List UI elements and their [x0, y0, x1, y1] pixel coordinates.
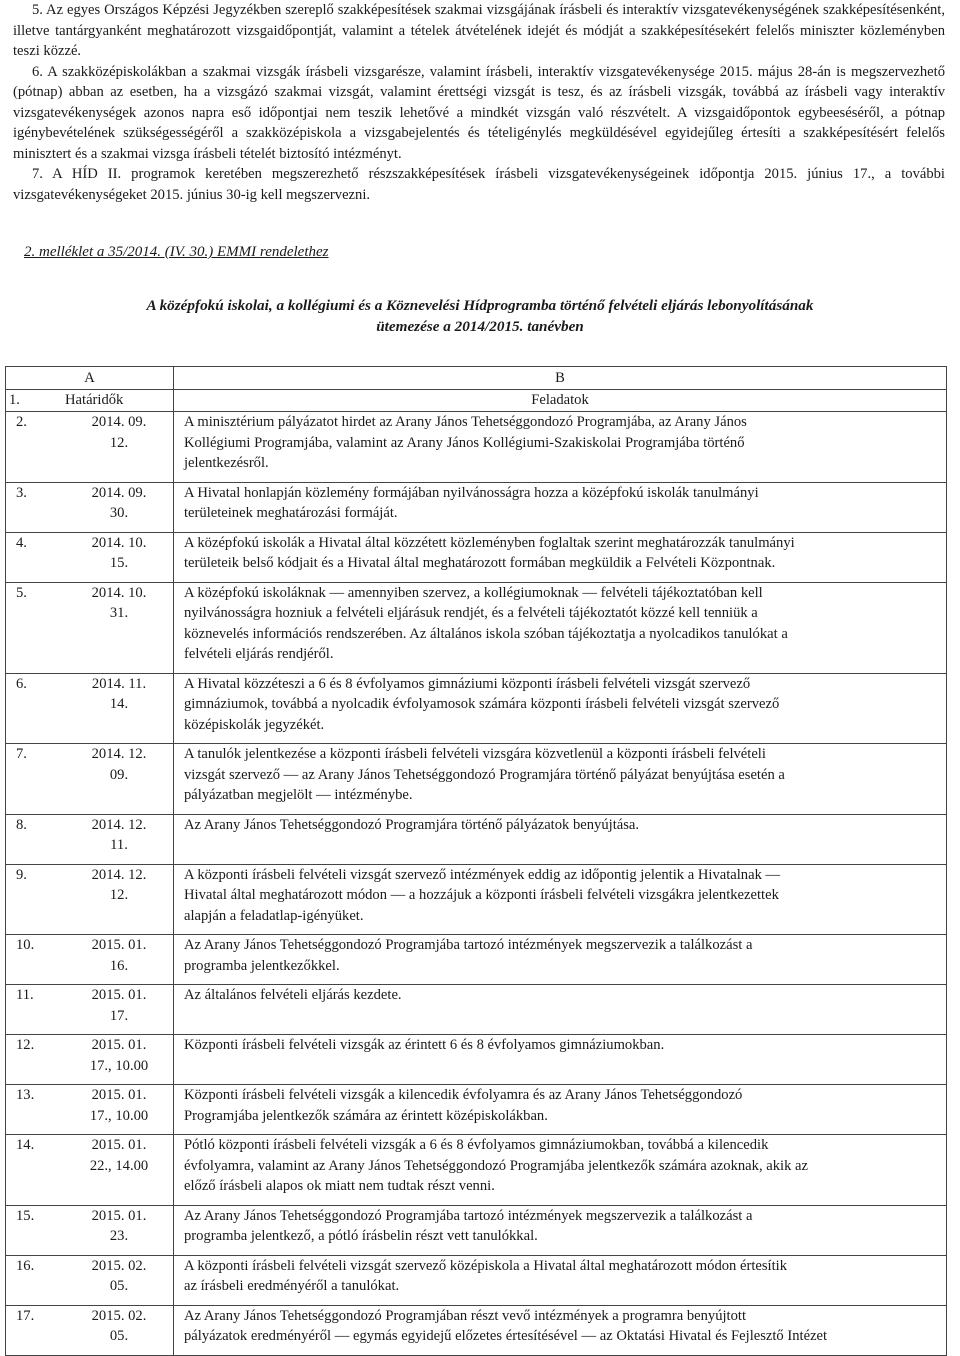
row-number: 11.	[16, 987, 34, 1003]
intro-section	[13, 0, 945, 205]
task-cell	[174, 482, 947, 532]
deadline-date: 2015. 02.	[91, 1307, 147, 1324]
table-row	[6, 412, 947, 483]
row-number: 14.	[16, 1137, 35, 1153]
paragraph-7: 7. A HÍD II. programok keretében megszerezhető részszakképesítések írásbeli vizsgatevékenységeinek időpontja 2015. június 17., a további vizsgatevékenységeket 2015. június 30-ig kell megszervezni.	[13, 166, 945, 203]
deadline-date: 2015. 01.	[91, 1207, 147, 1224]
row-number: 17.	[16, 1307, 35, 1324]
row-number: 3.	[16, 484, 27, 501]
deadline-date-cont: 23.	[109, 1228, 129, 1244]
row-number: 5.	[16, 584, 27, 601]
task-cell	[174, 1085, 947, 1135]
task-text-line: A minisztérium pályázatot hirdet az Arany János Tehetséggondozó Programjába, az Arany János	[184, 414, 747, 430]
deadline-date-cont: 30.	[109, 505, 129, 521]
header-tasks: Feladatok	[174, 390, 947, 412]
task-text-line: A középfokú iskoláknak — amennyiben szervez, a kollégiumoknak — felvételi tájékoztatóban kell	[184, 584, 763, 601]
task-text-line: pályázatban megjelölt — intézménybe.	[184, 787, 413, 803]
deadline-date-cont: 14.	[109, 696, 129, 712]
task-text-line: köznevelés információs rendszerében. Az általános iskola szóban tájékoztatja a nyolcadikos tanulókat a	[184, 625, 788, 642]
paragraph-6: 6. A szakközépiskolákban a szakmai vizsgák írásbeli vizsgarésze, valamint írásbeli, interaktív vizsgatevékenysége 2015. május 28-án is megszervezhető (pótnap) abban az esetben, ha a vizsgázó szakmai vizsgát, valamint érettségi vizsgát is tesz, és az írásbeli vizsgák, továbbá az írásbeli vagy interaktív vizsgatevékenységek azonos napra eső időpontjai nem teszik lehetővé a mindkét vizsgán való részvételt. A vizsgaidőpontok egybeeséséről, a pótnap igénybevételének szükségességéről a szakközépiskola a vizsgabejelentés és tételigénylés megküldésével egyidejűleg értesíti a szakképesítésért felelős minisztert és a szakmai vizsga írásbeli tételét biztosító intézményt.	[13, 63, 945, 162]
deadline-cell	[6, 1085, 174, 1135]
deadline-cell	[6, 1305, 174, 1355]
deadline-date-cont: 17., 10.00	[89, 1057, 149, 1074]
deadline-date-cont: 31.	[109, 605, 129, 621]
task-text-line: Az Arany János Tehetséggondozó Programjába tartozó intézmények megszervezik a találkozást a	[184, 1207, 753, 1224]
table-header-row	[6, 390, 947, 412]
task-text-line: Programjába jelentkezők számára az érintett középiskolákban.	[184, 1107, 548, 1124]
deadline-cell	[6, 744, 174, 815]
deadline-cell	[6, 482, 174, 532]
task-text-line: jelentkezésről.	[184, 455, 269, 471]
deadline-cell	[6, 532, 174, 582]
table-row	[6, 814, 947, 864]
deadline-cell	[6, 412, 174, 483]
task-text-line: Az Arany János Tehetséggondozó Programjába tartozó intézmények megszervezik a találkozást a	[184, 937, 753, 953]
document-title	[20, 295, 940, 337]
task-text-line: pályázatok eredményéről — egymás egyidejű előzetes értesítésével — az Oktatási Hivatal és Fejlesztő Intézet	[184, 1328, 828, 1344]
task-text-line: előző írásbeli alapos ok miatt nem tudtak részt venni.	[184, 1178, 495, 1194]
table-column-letters-row	[6, 367, 947, 390]
table-row	[6, 744, 947, 815]
table-row	[6, 864, 947, 935]
deadline-date-cont: 17.	[109, 1007, 129, 1024]
deadline-date: 2014. 09.	[91, 484, 147, 501]
deadline-cell	[6, 1255, 174, 1305]
task-cell	[174, 1305, 947, 1355]
deadline-date-cont: 22., 14.00	[89, 1157, 149, 1174]
task-cell	[174, 935, 947, 985]
deadline-date: 2015. 01.	[91, 1087, 147, 1103]
row-number: 7.	[16, 746, 27, 762]
document-title-line2: ütemezése a 2014/2015. tanévben	[376, 318, 584, 335]
table-row	[6, 1085, 947, 1135]
deadline-date: 2015. 01.	[91, 1137, 147, 1153]
task-text-line: Központi írásbeli felvételi vizsgák az érintett 6 és 8 évfolyamos gimnáziumokban.	[184, 1037, 665, 1053]
deadline-date-cont: 12.	[109, 434, 129, 451]
task-text-line: A központi írásbeli felvételi vizsgát szervező intézmények eddig az időpontig jelentik a Hivatalnak —	[184, 866, 781, 883]
table-row	[6, 1305, 947, 1355]
deadline-date-cont: 11.	[110, 837, 128, 853]
task-cell	[174, 582, 947, 673]
column-b-letter: B	[174, 367, 947, 390]
task-cell	[174, 412, 947, 483]
task-text-line: A Hivatal honlapján közlemény formájában nyilvánosságra hozza a középfokú iskolák tanulmányi	[184, 484, 759, 501]
task-text-line: Az Arany János Tehetséggondozó Programjában részt vevő intézmények a programra benyújtott	[184, 1307, 747, 1324]
table-row	[6, 1205, 947, 1255]
task-text-line: A középfokú iskolák a Hivatal által közzétett közleményben foglaltak szerint meghatározzák tanulmányi	[184, 534, 795, 551]
column-a-letter: A	[6, 367, 174, 390]
annex-reference: 2. melléklet a 35/2014. (IV. 30.) EMMI rendelethez	[24, 244, 329, 260]
task-text-line: Az Arany János Tehetséggondozó Programjára történő pályázatok benyújtása.	[184, 816, 640, 833]
deadline-cell	[6, 864, 174, 935]
deadline-cell	[6, 1205, 174, 1255]
task-cell	[174, 1255, 947, 1305]
deadline-date: 2015. 01.	[91, 987, 147, 1003]
deadline-date-cont: 12.	[109, 887, 129, 903]
task-text-line: Az általános felvételi eljárás kezdete.	[184, 987, 402, 1003]
deadline-date-cont: 15.	[109, 555, 129, 571]
header-deadlines-cell	[6, 390, 174, 412]
task-text-line: A központi írásbeli felvételi vizsgát szervező középiskola a Hivatal által meghatározott módon értesítik	[184, 1257, 788, 1274]
task-cell	[174, 673, 947, 744]
task-text-line: A tanulók jelentkezése a központi írásbeli felvételi vizsgára közvetlenül a központi írásbeli felvételi	[184, 746, 766, 762]
table-row	[6, 1135, 947, 1206]
deadline-date: 2015. 01.	[91, 1037, 147, 1053]
deadline-cell	[6, 814, 174, 864]
document-title-line1: A középfokú iskolai, a kollégiumi és a Köznevelési Hídprogramba történő felvételi eljárás lebonyolításának	[146, 297, 814, 314]
task-cell	[174, 1205, 947, 1255]
table-row	[6, 985, 947, 1035]
task-text-line: évfolyamra, valamint az Arany János Tehetséggondozó Programjába jelentkezők számára azoknak, akik az	[184, 1157, 808, 1174]
deadline-cell	[6, 673, 174, 744]
task-text-line: programba jelentkezőkkel.	[184, 957, 340, 974]
deadline-date: 2014. 12.	[91, 866, 147, 883]
task-text-line: A Hivatal közzéteszi a 6 és 8 évfolyamos gimnáziumi központi írásbeli felvételi vizsgát szervező	[184, 675, 751, 692]
deadline-cell	[6, 582, 174, 673]
row-number: 8.	[16, 816, 27, 833]
row-number: 10.	[16, 937, 35, 953]
row-number: 16.	[16, 1257, 35, 1274]
row-number: 13.	[16, 1087, 35, 1103]
table-row	[6, 1035, 947, 1085]
table-row	[6, 582, 947, 673]
deadline-date: 2014. 12.	[91, 746, 147, 762]
task-text-line: területeik belső kódjait és a Hivatal által meghatározott formában megküldik a Felvételi Központnak.	[184, 555, 776, 571]
deadline-date: 2014. 09.	[91, 414, 147, 430]
task-text-line: gimnáziumok, továbbá a nyolcadik évfolyamosok számára központi írásbeli felvételi vizsgát szervező	[184, 696, 780, 712]
deadline-date-cont: 17., 10.00	[89, 1107, 149, 1124]
task-cell	[174, 864, 947, 935]
task-text-line: nyilvánosságra hozniuk a felvételi eljárásuk rendjét, és a felvételi tájékoztatót közzé kell tenniük a	[184, 605, 758, 621]
deadline-date-cont: 05.	[109, 1328, 129, 1344]
deadline-cell	[6, 935, 174, 985]
deadline-cell	[6, 985, 174, 1035]
deadline-date: 2014. 11.	[91, 675, 147, 692]
task-text-line: Hivatal által meghatározott módon — a hozzájuk a központi írásbeli felvételi vizsgákra jelentkezettek	[184, 887, 779, 903]
row-number: 2.	[16, 414, 27, 430]
deadline-cell	[6, 1035, 174, 1085]
deadline-date: 2015. 01.	[91, 937, 147, 953]
task-text-line: programba jelentkező, a pótló írásbelin részt vett tanulókkal.	[184, 1228, 538, 1244]
row-number: 9.	[16, 866, 27, 883]
task-text-line: az írásbeli eredményéről a tanulókat.	[184, 1278, 400, 1294]
header-deadlines: Határidők	[65, 392, 124, 408]
deadline-date: 2015. 02.	[91, 1257, 147, 1274]
task-text-line: alapján a feladatlap-igényüket.	[184, 907, 364, 924]
deadline-date-cont: 09.	[109, 766, 129, 783]
task-cell	[174, 814, 947, 864]
task-cell	[174, 1035, 947, 1085]
deadline-date-cont: 05.	[109, 1278, 129, 1294]
task-cell	[174, 985, 947, 1035]
table-row	[6, 935, 947, 985]
deadline-date: 2014. 10.	[91, 534, 147, 551]
row-number: 12.	[16, 1037, 35, 1053]
table-row	[6, 673, 947, 744]
task-text-line: Központi írásbeli felvételi vizsgák a kilencedik évfolyamra és az Arany János Tehetséggondozó	[184, 1087, 743, 1103]
task-text-line: felvételi eljárás rendjéről.	[184, 646, 334, 662]
task-cell	[174, 1135, 947, 1206]
deadline-cell	[6, 1135, 174, 1206]
table-row	[6, 482, 947, 532]
table-row	[6, 1255, 947, 1305]
task-text-line: középiskolák jegyzékét.	[184, 716, 325, 733]
task-cell	[174, 744, 947, 815]
task-text-line: vizsgát szervező — az Arany János Tehetséggondozó Programjára történő pályázat benyújtása esetén a	[184, 766, 785, 783]
task-text-line: területeinek meghatározási formáját.	[184, 505, 398, 521]
deadline-date: 2014. 12.	[91, 816, 147, 833]
task-cell	[174, 532, 947, 582]
table-row	[6, 532, 947, 582]
deadline-date: 2014. 10.	[91, 584, 147, 601]
schedule-table	[5, 366, 947, 1356]
task-text-line: Pótló központi írásbeli felvételi vizsgák a 6 és 8 évfolyamos gimnáziumokban, továbbá a kilencedik	[184, 1137, 769, 1153]
deadline-date-cont: 16.	[109, 957, 129, 974]
row-number: 15.	[16, 1207, 35, 1224]
header-row-number: 1.	[9, 392, 20, 408]
row-number: 6.	[16, 675, 27, 692]
row-number: 4.	[16, 534, 27, 551]
task-text-line: Kollégiumi Programjába, valamint az Arany János Kollégiumi-Szakiskolai Programjába történő	[184, 434, 745, 451]
paragraph-5: 5. Az egyes Országos Képzési Jegyzékben szereplő szakképesítések szakmai vizsgájának írásbeli és interaktív vizsgatevékenységének szakképesítésenként, illetve tantárgyanként meghatározott vizsgaidőpontját, valamint a tételek átvételének idejét és módját a szakképesítésekért felelős miniszter közleményben teszi közzé.	[13, 2, 945, 59]
